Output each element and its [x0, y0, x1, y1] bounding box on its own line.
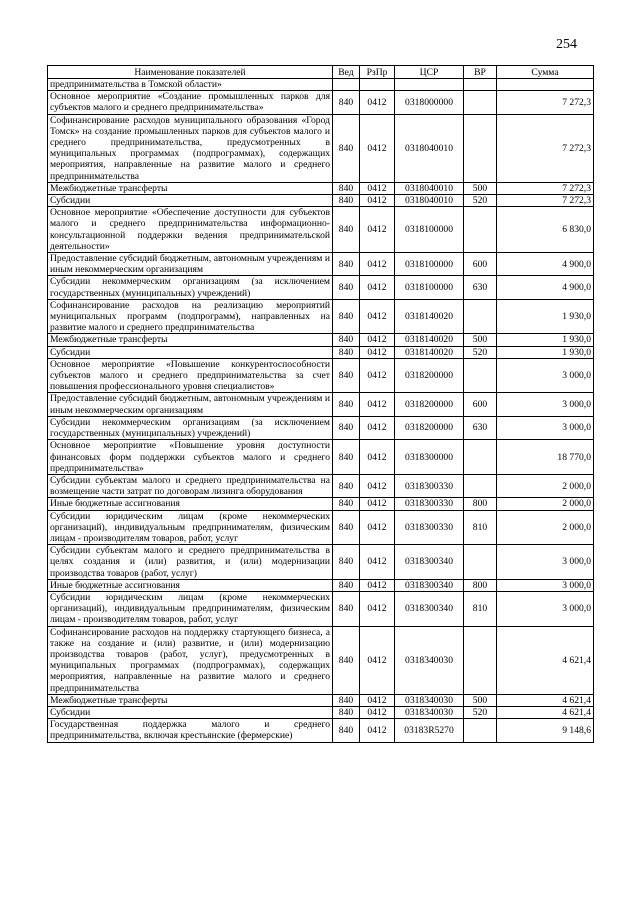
table-row	[48, 346, 594, 358]
cell-ved: 840	[333, 393, 360, 416]
cell-sum: 4 900,0	[497, 276, 594, 299]
cell-csr: 0318340030	[395, 706, 464, 718]
cell-name: Предоставление субсидий бюджетным, автономным учреждениям и иным некоммерческим организациям	[48, 253, 333, 276]
cell-csr	[395, 79, 464, 91]
table-row	[48, 416, 594, 439]
header-rzpr: РзПр	[360, 66, 395, 79]
table-row	[48, 440, 594, 475]
table-row	[48, 195, 594, 207]
cell-vr: 500	[464, 182, 497, 194]
cell-name: Основное мероприятие «Обеспечение доступности для субъектов малого и среднего предпринимательства информационно-консультационной поддержки ведения предпринимательской деятельности»	[48, 207, 333, 253]
cell-sum: 4 621,4	[497, 626, 594, 694]
table-row	[48, 334, 594, 346]
table-row	[48, 719, 594, 742]
cell-name: Основное мероприятие «Повышение конкурентоспособности субъектов малого и среднего предпринимательства за счет повышения профессионального уровня специалистов»	[48, 358, 333, 393]
page-number: 254	[556, 37, 577, 52]
table-row	[48, 393, 594, 416]
cell-name: Иные бюджетные ассигнования	[48, 498, 333, 510]
cell-csr: 0318040010	[395, 114, 464, 182]
cell-sum: 18 770,0	[497, 440, 594, 475]
cell-ved: 840	[333, 182, 360, 194]
cell-rzpr: 0412	[360, 579, 395, 591]
cell-sum	[497, 79, 594, 91]
table-row	[48, 510, 594, 545]
cell-vr: 520	[464, 706, 497, 718]
header-ved: Вед	[333, 66, 360, 79]
cell-ved: 840	[333, 591, 360, 626]
budget-table	[47, 65, 594, 743]
cell-rzpr: 0412	[360, 706, 395, 718]
cell-vr	[464, 545, 497, 580]
cell-csr: 0318340030	[395, 694, 464, 706]
cell-ved: 840	[333, 706, 360, 718]
cell-rzpr: 0412	[360, 276, 395, 299]
cell-rzpr: 0412	[360, 358, 395, 393]
cell-name: Государственная поддержка малого и среднего предпринимательства, включая крестьянские (фермерские)	[48, 719, 333, 742]
cell-sum: 4 621,4	[497, 706, 594, 718]
cell-vr: 630	[464, 416, 497, 439]
header-vr: ВР	[464, 66, 497, 79]
cell-rzpr: 0412	[360, 195, 395, 207]
cell-sum: 1 930,0	[497, 346, 594, 358]
cell-csr: 0318300340	[395, 579, 464, 591]
cell-rzpr	[360, 79, 395, 91]
cell-vr: 500	[464, 694, 497, 706]
cell-rzpr: 0412	[360, 207, 395, 253]
cell-name: Межбюджетные трансферты	[48, 182, 333, 194]
table-row	[48, 299, 594, 334]
table-row	[48, 182, 594, 194]
table-row	[48, 207, 594, 253]
cell-sum: 7 272,3	[497, 114, 594, 182]
cell-sum: 7 272,3	[497, 182, 594, 194]
cell-sum: 3 000,0	[497, 393, 594, 416]
cell-ved: 840	[333, 358, 360, 393]
cell-csr: 0318200000	[395, 358, 464, 393]
cell-ved: 840	[333, 474, 360, 497]
cell-csr: 0318100000	[395, 253, 464, 276]
cell-rzpr: 0412	[360, 510, 395, 545]
cell-csr: 0318300340	[395, 591, 464, 626]
cell-name: Основное мероприятие «Создание промышленных парков для субъектов малого и среднего предпринимательства»	[48, 91, 333, 114]
cell-name: Софинансирование расходов на реализацию мероприятий муниципальных программ (подпрограмм), направленных на развитие малого и среднего предпринимательства	[48, 299, 333, 334]
cell-name: предпринимательства в Томской области»	[48, 79, 333, 91]
cell-csr: 0318100000	[395, 276, 464, 299]
cell-sum: 7 272,3	[497, 195, 594, 207]
cell-sum: 2 000,0	[497, 498, 594, 510]
cell-csr: 0318000000	[395, 91, 464, 114]
cell-ved: 840	[333, 440, 360, 475]
cell-ved: 840	[333, 510, 360, 545]
cell-sum: 2 000,0	[497, 474, 594, 497]
cell-name: Субсидии юридическим лицам (кроме некоммерческих организаций), индивидуальным предпринимателям, физическим лицам - производителям товаров, работ, услуг	[48, 510, 333, 545]
cell-ved: 840	[333, 346, 360, 358]
cell-rzpr: 0412	[360, 626, 395, 694]
cell-ved: 840	[333, 276, 360, 299]
cell-vr	[464, 474, 497, 497]
cell-name: Субсидии	[48, 706, 333, 718]
cell-vr	[464, 719, 497, 742]
cell-ved: 840	[333, 626, 360, 694]
table-row	[48, 474, 594, 497]
cell-csr: 0318140020	[395, 346, 464, 358]
cell-vr	[464, 114, 497, 182]
cell-csr: 0318300330	[395, 498, 464, 510]
cell-vr	[464, 358, 497, 393]
cell-ved: 840	[333, 416, 360, 439]
cell-name: Субсидии субъектам малого и среднего предпринимательства в целях создания и (или) развития, и (или) модернизации производства товаров (работ, услуг)	[48, 545, 333, 580]
cell-name: Основное мероприятие «Повышение уровня доступности финансовых форм поддержки субъектов малого и среднего предпринимательства»	[48, 440, 333, 475]
cell-rzpr: 0412	[360, 545, 395, 580]
cell-csr: 0318140020	[395, 334, 464, 346]
cell-csr: 03183R5270	[395, 719, 464, 742]
cell-name: Межбюджетные трансферты	[48, 694, 333, 706]
cell-ved: 840	[333, 545, 360, 580]
cell-rzpr: 0412	[360, 114, 395, 182]
cell-vr	[464, 299, 497, 334]
cell-sum: 1 930,0	[497, 299, 594, 334]
cell-name: Субсидии юридическим лицам (кроме некоммерческих организаций), индивидуальным предпринимателям, физическим лицам - производителям товаров, работ, услуг	[48, 591, 333, 626]
cell-vr	[464, 440, 497, 475]
cell-vr	[464, 207, 497, 253]
cell-sum: 4 621,4	[497, 694, 594, 706]
cell-csr: 0318200000	[395, 393, 464, 416]
cell-name: Субсидии	[48, 346, 333, 358]
cell-vr: 600	[464, 393, 497, 416]
cell-name: Субсидии некоммерческим организациям (за исключением государственных (муниципальных) учреждений)	[48, 276, 333, 299]
cell-sum: 2 000,0	[497, 510, 594, 545]
cell-rzpr: 0412	[360, 253, 395, 276]
cell-vr: 800	[464, 498, 497, 510]
cell-rzpr: 0412	[360, 334, 395, 346]
cell-rzpr: 0412	[360, 440, 395, 475]
header-csr: ЦСР	[395, 66, 464, 79]
cell-rzpr: 0412	[360, 299, 395, 334]
cell-vr	[464, 91, 497, 114]
cell-ved: 840	[333, 719, 360, 742]
cell-ved: 840	[333, 195, 360, 207]
cell-csr: 0318300330	[395, 510, 464, 545]
table-row	[48, 694, 594, 706]
cell-vr: 630	[464, 276, 497, 299]
cell-vr: 520	[464, 195, 497, 207]
cell-ved: 840	[333, 253, 360, 276]
cell-ved: 840	[333, 694, 360, 706]
cell-name: Субсидии	[48, 195, 333, 207]
cell-sum: 3 000,0	[497, 579, 594, 591]
cell-ved: 840	[333, 299, 360, 334]
cell-ved: 840	[333, 579, 360, 591]
cell-sum: 7 272,3	[497, 91, 594, 114]
cell-name: Предоставление субсидий бюджетным, автономным учреждениям и иным некоммерческим организациям	[48, 393, 333, 416]
cell-rzpr: 0412	[360, 591, 395, 626]
table-row	[48, 79, 594, 91]
cell-name: Межбюджетные трансферты	[48, 334, 333, 346]
cell-rzpr: 0412	[360, 474, 395, 497]
cell-vr	[464, 626, 497, 694]
cell-csr: 0318140020	[395, 299, 464, 334]
table-row	[48, 545, 594, 580]
table-row	[48, 114, 594, 182]
table-row	[48, 626, 594, 694]
cell-vr	[464, 79, 497, 91]
cell-ved: 840	[333, 207, 360, 253]
cell-ved	[333, 79, 360, 91]
header-sum: Сумма	[497, 66, 594, 79]
header-name: Наименование показателей	[48, 66, 333, 79]
cell-name: Софинансирование расходов муниципального образования «Город Томск» на создание промышленных парков для субъектов малого и среднего предпринимательства, предусмотренных в муниципальных программах (подпрограммах), содержащих мероприятия, направленные на развитие малого и среднего предпринимательства	[48, 114, 333, 182]
cell-rzpr: 0412	[360, 346, 395, 358]
cell-vr: 810	[464, 591, 497, 626]
table-row	[48, 91, 594, 114]
cell-ved: 840	[333, 114, 360, 182]
table-row	[48, 579, 594, 591]
table-header-row	[48, 66, 594, 79]
cell-sum: 3 000,0	[497, 358, 594, 393]
table-row	[48, 358, 594, 393]
cell-ved: 840	[333, 498, 360, 510]
cell-vr: 500	[464, 334, 497, 346]
cell-csr: 0318340030	[395, 626, 464, 694]
table-row	[48, 498, 594, 510]
table-row	[48, 276, 594, 299]
cell-sum: 3 000,0	[497, 591, 594, 626]
cell-rzpr: 0412	[360, 719, 395, 742]
cell-csr: 0318300000	[395, 440, 464, 475]
cell-rzpr: 0412	[360, 416, 395, 439]
cell-sum: 3 000,0	[497, 416, 594, 439]
cell-csr: 0318100000	[395, 207, 464, 253]
cell-sum: 3 000,0	[497, 545, 594, 580]
cell-vr: 600	[464, 253, 497, 276]
cell-csr: 0318200000	[395, 416, 464, 439]
cell-rzpr: 0412	[360, 498, 395, 510]
cell-rzpr: 0412	[360, 91, 395, 114]
cell-rzpr: 0412	[360, 182, 395, 194]
cell-name: Софинансирование расходов на поддержку стартующего бизнеса, а также на создание и (или) развитие, и (или) модернизацию производства товаров (работ, услуг), предусмотренных в муниципальных программах (подпрограммах), содержащих мероприятия, направленные на развитие малого и среднего предпринимательства	[48, 626, 333, 694]
cell-sum: 6 830,0	[497, 207, 594, 253]
cell-ved: 840	[333, 334, 360, 346]
cell-csr: 0318300330	[395, 474, 464, 497]
cell-vr: 520	[464, 346, 497, 358]
cell-csr: 0318300340	[395, 545, 464, 580]
table-row	[48, 253, 594, 276]
cell-name: Иные бюджетные ассигнования	[48, 579, 333, 591]
cell-ved: 840	[333, 91, 360, 114]
cell-rzpr: 0412	[360, 694, 395, 706]
cell-sum: 1 930,0	[497, 334, 594, 346]
cell-rzpr: 0412	[360, 393, 395, 416]
table-row	[48, 706, 594, 718]
cell-vr: 810	[464, 510, 497, 545]
cell-csr: 0318040010	[395, 195, 464, 207]
cell-name: Субсидии некоммерческим организациям (за исключением государственных (муниципальных) учреждений)	[48, 416, 333, 439]
cell-vr: 800	[464, 579, 497, 591]
cell-csr: 0318040010	[395, 182, 464, 194]
cell-sum: 4 900,0	[497, 253, 594, 276]
table-row	[48, 591, 594, 626]
cell-name: Субсидии субъектам малого и среднего предпринимательства на возмещение части затрат по договорам лизинга оборудования	[48, 474, 333, 497]
cell-sum: 9 148,6	[497, 719, 594, 742]
